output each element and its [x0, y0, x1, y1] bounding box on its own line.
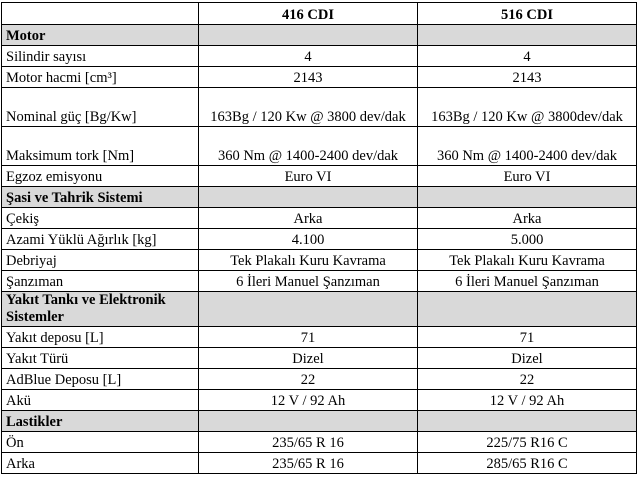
value-416: Euro VI	[199, 166, 418, 187]
section-tires	[2, 411, 637, 432]
header-corner	[2, 3, 199, 25]
value-416: Tek Plakalı Kuru Kavrama	[199, 250, 418, 271]
row-label: Maksimum tork [Nm]	[2, 127, 199, 166]
row-label: Yakıt Türü	[2, 348, 199, 369]
header-416-cdi: 416 CDI	[199, 3, 418, 25]
value-416: 12 V / 92 Ah	[199, 390, 418, 411]
spec-table-container	[1, 2, 637, 474]
section-title: Yakıt Tankı ve Elektronik Sistemler	[2, 292, 199, 327]
row-label: Ön	[2, 432, 199, 453]
value-416: 6 İleri Manuel Şanzıman	[199, 271, 418, 292]
value-516: 4	[418, 46, 637, 67]
row-label: Debriyaj	[2, 250, 199, 271]
row-label: Arka	[2, 453, 199, 474]
value-516: Arka	[418, 208, 637, 229]
section-title: Motor	[2, 25, 199, 46]
section-chassis	[2, 187, 637, 208]
row-label: Akü	[2, 390, 199, 411]
value-416: 2143	[199, 67, 418, 88]
value-516: 225/75 R16 C	[418, 432, 637, 453]
header-row	[2, 3, 637, 25]
section-title: Lastikler	[2, 411, 199, 432]
row-label: Yakıt deposu [L]	[2, 327, 199, 348]
value-516: 5.000	[418, 229, 637, 250]
value-516: 6 İleri Manuel Şanzıman	[418, 271, 637, 292]
value-416: 360 Nm @ 1400-2400 dev/dak	[199, 127, 418, 166]
table-row	[2, 127, 637, 166]
value-516: 285/65 R16 C	[418, 453, 637, 474]
value-416: 22	[199, 369, 418, 390]
table-row	[2, 390, 637, 411]
value-516: 2143	[418, 67, 637, 88]
spec-table	[1, 2, 637, 474]
value-416: Arka	[199, 208, 418, 229]
value-516: Euro VI	[418, 166, 637, 187]
table-row	[2, 369, 637, 390]
value-416: 235/65 R 16	[199, 432, 418, 453]
table-row	[2, 348, 637, 369]
row-label: Şanzıman	[2, 271, 199, 292]
value-416: 4.100	[199, 229, 418, 250]
section-title: Şasi ve Tahrik Sistemi	[2, 187, 199, 208]
table-row	[2, 250, 637, 271]
row-label: Egzoz emisyonu	[2, 166, 199, 187]
header-516-cdi: 516 CDI	[418, 3, 637, 25]
value-416: 4	[199, 46, 418, 67]
row-label: Silindir sayısı	[2, 46, 199, 67]
value-516: 12 V / 92 Ah	[418, 390, 637, 411]
value-416: 235/65 R 16	[199, 453, 418, 474]
table-row	[2, 166, 637, 187]
value-416: 71	[199, 327, 418, 348]
value-416: 163Bg / 120 Kw @ 3800 dev/dak	[199, 88, 418, 127]
section-motor	[2, 25, 637, 46]
table-row	[2, 88, 637, 127]
value-516: Dizel	[418, 348, 637, 369]
table-row	[2, 453, 637, 474]
table-row	[2, 327, 637, 348]
value-416: Dizel	[199, 348, 418, 369]
value-516: 163Bg / 120 Kw @ 3800dev/dak	[418, 88, 637, 127]
row-label: Nominal güç [Bg/Kw]	[2, 88, 199, 127]
table-row	[2, 46, 637, 67]
row-label: Çekiş	[2, 208, 199, 229]
section-fuel-electronics	[2, 292, 637, 327]
value-516: Tek Plakalı Kuru Kavrama	[418, 250, 637, 271]
row-label: Motor hacmi [cm³]	[2, 67, 199, 88]
value-516: 22	[418, 369, 637, 390]
table-row	[2, 229, 637, 250]
value-516: 71	[418, 327, 637, 348]
table-row	[2, 67, 637, 88]
value-516: 360 Nm @ 1400-2400 dev/dak	[418, 127, 637, 166]
row-label: Azami Yüklü Ağırlık [kg]	[2, 229, 199, 250]
row-label: AdBlue Deposu [L]	[2, 369, 199, 390]
table-row	[2, 432, 637, 453]
table-row	[2, 271, 637, 292]
table-row	[2, 208, 637, 229]
